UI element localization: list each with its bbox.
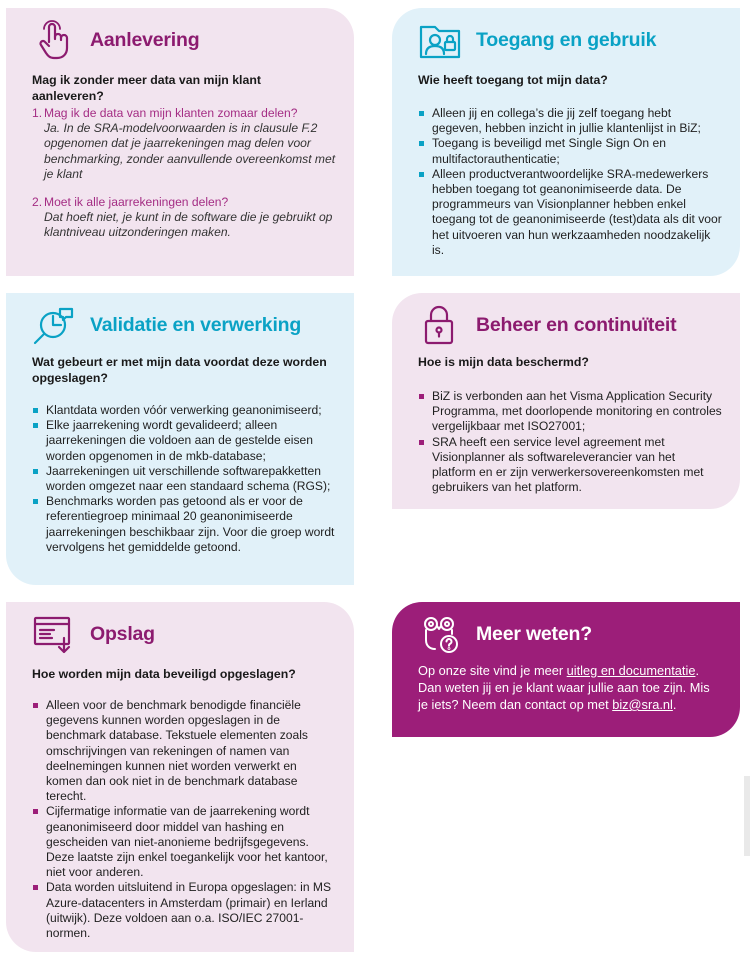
list-item: Alleen voor de benchmark benodigde financiële gegevens kunnen worden opgeslagen in de benchmark database. Tekstuele elementen zoals omschrijvingen van rekeningen of namen van deelnemingen kunnen niet worden verwerkt en komen dan ook niet in de benchmark database terecht.: [32, 698, 336, 804]
page-edge-tab: [744, 776, 750, 856]
validatie-question: Wat gebeurt er met mijn data voordat deze worden opgeslagen?: [32, 355, 327, 385]
beheer-title: Beheer en continuïteit: [476, 313, 677, 336]
aanlevering-title: Aanlevering: [90, 28, 200, 51]
aanlevering-body: [32, 106, 336, 254]
user-lock-folder-icon: [418, 18, 462, 62]
toegang-body: [418, 106, 722, 258]
meer-weten-header: [418, 612, 592, 656]
list-item: 2. Moet ik alle jaarrekeningen delen? Dat hoeft niet, je kunt in de software die je gebruikt op klantniveau uitzonderingen maken.: [32, 195, 333, 240]
list-item: Alleen jij en collega’s die jij zelf toegang hebt gegeven, hebben inzicht in jullie klantenlijst in BiZ;: [418, 106, 722, 136]
validatie-title: Validatie en verwerking: [90, 313, 302, 336]
list-item: Data worden uitsluitend in Europa opgeslagen: in MS Azure-datacenters in Amsterdam (primair) en Ierland (uitwijk). Deze voldoen aan o.a. ISO/IEC 27001-normen.: [32, 880, 336, 941]
list-item: Alleen productverantwoordelijke SRA-medewerkers hebben toegang tot geanonimiseerde data. De programmeurs van Visionplanner hebben enkel toegang tot de geanonimiseerde (test)data als dit voor het uitvoeren van hun werkzaamheden noodzakelijk is.: [418, 167, 722, 258]
list-item: Klantdata worden vóór verwerking geanonimiseerd;: [32, 403, 336, 418]
meer-weten-title: Meer weten?: [476, 622, 592, 645]
validatie-body: [32, 403, 336, 555]
aanlevering-question: Mag ik zonder meer data van mijn klant aanleveren?: [32, 73, 261, 103]
list-item: Benchmarks worden pas getoond als er voor de referentiegroep minimaal 20 geanonimiseerde jaarrekeningen beschikbaar zijn. Voor die groep wordt vervolgens het gemiddelde getoond.: [32, 494, 336, 555]
owl-question-icon: [418, 612, 462, 656]
toegang-card: [392, 8, 740, 276]
list-item: 1. Mag ik de data van mijn klanten zomaar delen? Ja. In de SRA-modelvoorwaarden is in clausule F.2 opgenomen dat je jaarrekeningen mag delen voor benchmarking, zonder aanvullende overeenkomst met je klant: [32, 106, 336, 181]
opslag-body: [32, 698, 336, 941]
toegang-question: Wie heeft toegang tot mijn data?: [418, 73, 608, 87]
toegang-title: Toegang en gebruik: [476, 28, 657, 51]
list-item: SRA heeft een service level agreement met Visionplanner als softwareleverancier van het platform en er zijn verwerkersovereenkomsten met gebruikers van het platform.: [418, 435, 722, 496]
documentation-link[interactable]: uitleg en documentatie: [566, 663, 696, 678]
email-link[interactable]: biz@sra.nl: [612, 697, 673, 712]
aanlevering-header: [32, 18, 199, 62]
hand-pointer-icon: [32, 18, 76, 62]
opslag-card: [6, 602, 354, 952]
opslag-question: Hoe worden mijn data beveiligd opgeslagen?: [32, 667, 296, 681]
validatie-card: [6, 293, 354, 585]
list-item: Elke jaarrekening wordt gevalideerd; alleen jaarrekeningen die voldoen aan de gestelde eisen worden opgenomen in de mkb-database;: [32, 418, 336, 464]
meer-weten-body: Op onze site vind je meer uitleg en documentatie. Dan weten jij en je klant waar jullie aan toe zijn. Mis je iets? Neem dan contact op met biz@sra.nl.: [418, 663, 710, 712]
beheer-body: [418, 389, 722, 495]
list-item: Toegang is beveiligd met Single Sign On en multifactorauthenticatie;: [418, 136, 722, 166]
meer-weten-card: [392, 602, 740, 737]
list-item: Cijfermatige informatie van de jaarrekening wordt geanonimiseerd door middel van hashing en gescheiden van niet-anonieme bedrijfsgegevens. Deze laatste zijn enkel toegankelijk voor het kantoor, niet voor anderen.: [32, 804, 336, 880]
validatie-header: [32, 303, 301, 347]
list-item: BiZ is verbonden aan het Visma Application Security Programma, met doorlopende monitoring en controles vergelijkbaar met ISO27001;: [418, 389, 722, 435]
browser-download-icon: [32, 612, 76, 656]
beheer-header: [418, 303, 676, 347]
beheer-question: Hoe is mijn data beschermd?: [418, 355, 589, 369]
magnifier-chart-icon: [32, 303, 76, 347]
opslag-title: Opslag: [90, 622, 155, 645]
beheer-card: [392, 293, 740, 509]
list-item: Jaarrekeningen uit verschillende softwarepakketten worden omgezet naar een standaard schema (RGS);: [32, 464, 336, 494]
opslag-header: [32, 612, 155, 656]
toegang-header: [418, 18, 656, 62]
aanlevering-card: [6, 8, 354, 276]
padlock-icon: [418, 303, 462, 347]
